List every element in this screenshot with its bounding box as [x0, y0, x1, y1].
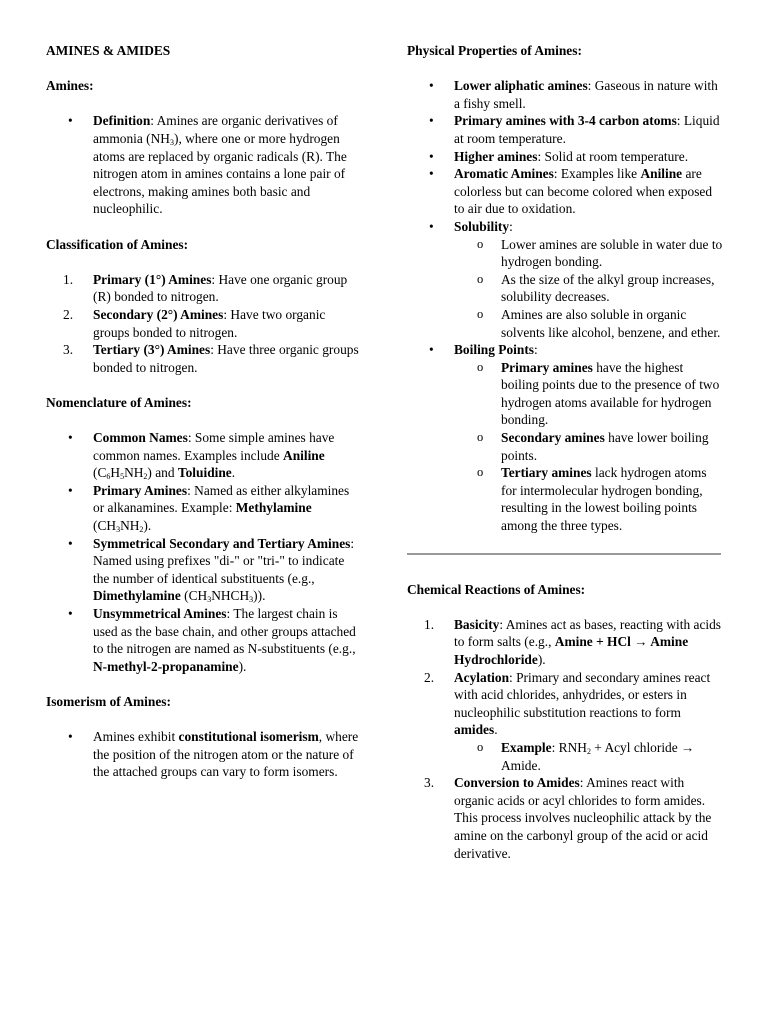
left-column: [46, 42, 360, 781]
acylation-item: 2. Acylation: Primary and secondary amines react with acid chlorides, anhydrides, or esters in nucleophilic substitution reactions to form amides. o Example: $RNH_2$ + Acyl chloride → Amide.: [407, 669, 723, 775]
document-title: AMINES & AMIDES: [46, 43, 171, 58]
amines-heading: Amines:: [46, 78, 94, 94]
reactions-heading: Chemical Reactions of Amines:: [407, 581, 586, 597]
unsymmetrical-amines-item: • Unsymmetrical Amines: The largest chain is used as the base chain, and other groups attached to the nitrogen are named as N-substituents (e.g., N-methyl-2-propanamine).: [68, 606, 356, 674]
nomenclature-list: [46, 429, 360, 675]
sub-list-item: o Amines are also soluble in organic solvents like alcohol, benzene, and ether.: [477, 306, 721, 340]
nomenclature-heading: Nomenclature of Amines:: [46, 394, 192, 410]
primary-amines-item: • Primary Amines: Named as either alkylamines or alkanamines. Example: Methylamine $(CH_3NH_2)$.: [68, 482, 350, 535]
list-item: • Lower aliphatic amines: Gaseous in nature with a fishy smell.: [429, 78, 718, 111]
boiling-points-item: • Boiling Points: o Primary amines have the highest boiling points due to the presence of two hydrogen atoms available for hydrogen bonding. o Secondary amines have lower boiling points. o Tertiary amines lack hydrogen atoms for intermolecular hydrogen bonding, resulting in the lowest boiling points among the three types.: [407, 341, 723, 535]
isomerism-item: • Amines exhibit constitutional isomerism, where the position of the nitrogen atom or the nature of the attached groups can vary to form isomers.: [68, 729, 359, 780]
list-item: • Primary amines with 3-4 carbon atoms: Liquid at room temperature.: [429, 113, 720, 146]
list-item: • Higher amines: Solid at room temperature.: [429, 148, 689, 164]
boiling-sublist: [454, 359, 723, 535]
list-item: 2. Secondary (2°) Amines: Have two organic groups bonded to nitrogen.: [63, 306, 326, 340]
physical-list: [407, 77, 723, 534]
reactions-list: [407, 616, 723, 862]
isomerism-heading: Isomerism of Amines:: [46, 693, 171, 709]
sub-list-item: o Primary amines have the highest boiling points due to the presence of two hydrogen atoms available for hydrogen bonding.: [477, 359, 720, 428]
acylation-sublist: [454, 739, 723, 774]
classification-list: [46, 271, 360, 377]
sub-list-item: o Example: $RNH_2$ + Acyl chloride → Amide.: [477, 739, 695, 773]
right-column: [407, 42, 723, 862]
bullet: •: [68, 113, 73, 129]
basicity-item: 1. Basicity: Amines act as bases, reacting with acids to form salts (e.g., Amine + HCl → Amine Hydrochloride).: [424, 616, 722, 667]
symmetrical-amines-item: • Symmetrical Secondary and Tertiary Amines: Named using prefixes "di-" or "tri-" to indicate the number of identical substituents (e.g., Dimethylamine $(CH_3NHCH_3)$).: [68, 535, 355, 605]
sub-list-item: o Lower amines are soluble in water due to hydrogen bonding.: [477, 236, 723, 270]
definition-item: • Definition: Amines are organic derivatives of ammonia $(NH_3)$, where one or more hydrogen atoms are replaced by organic radicals (R). The nitrogen atom in amines contains a lone pair of electrons, making amines both basic and nucleophilic.: [68, 113, 347, 217]
sub-list-item: o Tertiary amines lack hydrogen atoms for intermolecular hydrogen bonding, resulting in the lowest boiling points among the three types.: [477, 465, 707, 534]
common-names-item: • Common Names: Some simple amines have common names. Examples include Aniline $(C_6H_5NH_2)$ and Toluidine.: [68, 430, 335, 482]
solubility-item: • Solubility: o Lower amines are soluble in water due to hydrogen bonding. o As the size of the alkyl group increases, solubility decreases. o Amines are also soluble in organic solvents like alcohol, benzene, and ether.: [429, 218, 723, 340]
list-item: 3. Tertiary (3°) Amines: Have three organic groups bonded to nitrogen.: [63, 342, 359, 375]
conversion-item: 3. Conversion to Amides: Amines react with organic acids or acyl chlorides to form amides. This process involves nucleophilic attack by the amine on the carbonyl group of the acid or acid derivative.: [424, 775, 712, 861]
classification-heading: Classification of Amines:: [46, 236, 189, 252]
list-item: 1. Primary (1°) Amines: Have one organic group (R) bonded to nitrogen.: [63, 271, 348, 305]
physical-heading: Physical Properties of Amines:: [407, 43, 582, 58]
isomerism-list: [46, 728, 360, 781]
sub-list-item: o Secondary amines have lower boiling points.: [477, 430, 709, 463]
list-item: • Aromatic Amines: Examples like Aniline are colorless but can become colored when exposed to air due to oxidation.: [429, 166, 713, 217]
solubility-sublist: [454, 236, 723, 342]
sub-list-item: o As the size of the alkyl group increases, solubility decreases.: [477, 271, 715, 305]
amines-list: [46, 112, 360, 218]
